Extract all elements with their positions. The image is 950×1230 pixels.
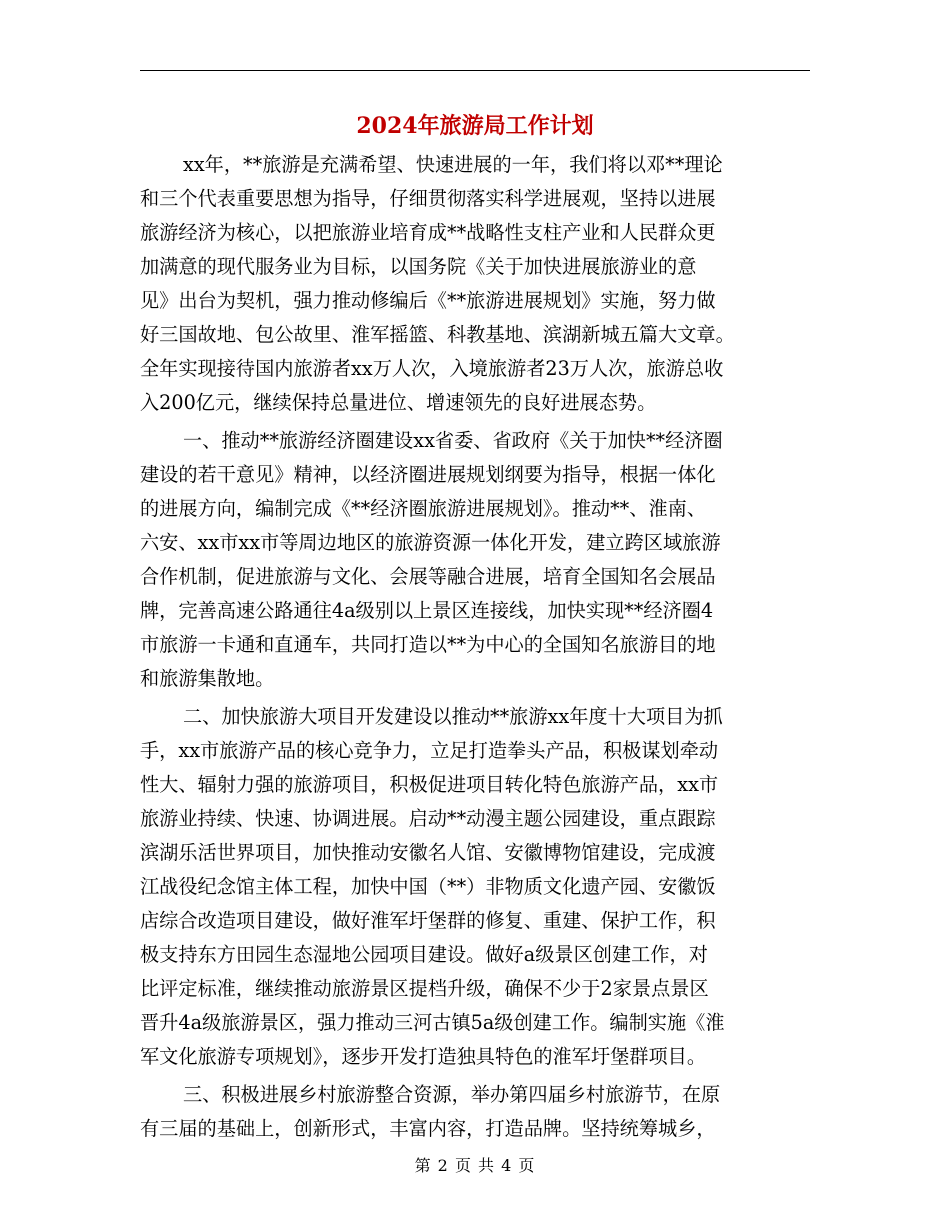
text-line: 一、推动**旅游经济圈建设xx省委、省政府《关于加快**经济圈 [183, 429, 723, 452]
text-line: 的进展方向，编制完成《**经济圈旅游进展规划》。推动**、淮南、 [140, 497, 707, 520]
paragraph-section-3 [140, 1078, 810, 1146]
text-line: 旅游业持续、快速、协调进展。启动**动漫主题公园建设，重点跟踪 [140, 807, 716, 830]
text-line: 性大、辐射力强的旅游项目，积极促进项目转化特色旅游产品，xx市 [140, 773, 719, 796]
paragraph-section-1 [140, 424, 810, 696]
text-line: 建设的若干意见》精神，以经济圈进展规划纲要为指导，根据一体化 [140, 463, 716, 486]
text-line: 入200亿元，继续保持总量进位、增速领先的良好进展态势。 [140, 391, 657, 414]
text-line: 和旅游集散地。 [140, 667, 275, 690]
text-line: 见》出台为契机，强力推动修编后《**旅游进展规划》实施，努力做 [140, 289, 716, 312]
text-line: 和三个代表重要思想为指导，仔细贯彻落实科学进展观，坚持以进展 [140, 187, 716, 210]
text-line: 店综合改造项目建设，做好淮军圩堡群的修复、重建、保护工作，积 [140, 909, 716, 932]
text-line: 滨湖乐活世界项目，加快推动安徽名人馆、安徽博物馆建设，完成渡 [140, 841, 716, 864]
paragraph-section-2 [140, 700, 810, 1074]
document-title: 2024年旅游局工作计划 [356, 113, 594, 139]
text-line: 牌，完善高速公路通往4a级别以上景区连接线，加快实现**经济圈4 [140, 599, 714, 622]
text-line: 比评定标准，继续推动旅游景区提档升级，确保不少于2家景点景区 [140, 977, 709, 1000]
text-line: 二、加快旅游大项目开发建设以推动**旅游xx年度十大项目为抓 [183, 705, 723, 728]
text-line: 晋升4a级旅游景区，强力推动三河古镇5a级创建工作。编制实施《淮 [140, 1011, 725, 1034]
page-number-footer: 第 2 页 共 4 页 [414, 1156, 536, 1175]
text-line: 加满意的现代服务业为目标，以国务院《关于加快进展旅游业的意 [140, 255, 697, 278]
text-line: 全年实现接待国内旅游者xx万人次，入境旅游者23万人次，旅游总收 [140, 357, 724, 380]
text-line: 好三国故地、包公故里、淮军摇篮、科教基地、滨湖新城五篇大文章。 [140, 323, 735, 346]
text-line: 军文化旅游专项规划》，逐步开发打造独具特色的淮军圩堡群项目。 [140, 1045, 707, 1068]
paragraph-intro [140, 148, 810, 420]
header-rule [140, 70, 810, 71]
text-line: 三、积极进展乡村旅游整合资源，举办第四届乡村旅游节，在原 [183, 1083, 721, 1106]
text-line: xx年，**旅游是充满希望、快速进展的一年，我们将以邓**理论 [183, 153, 723, 176]
text-line: 市旅游一卡通和直通车，共同打造以**为中心的全国知名旅游目的地 [140, 633, 716, 656]
text-line: 旅游经济为核心，以把旅游业培育成**战略性支柱产业和人民群众更 [140, 221, 716, 244]
document-body [140, 148, 810, 1146]
text-line: 手，xx市旅游产品的核心竞争力，立足打造拳头产品，积极谋划牵动 [140, 739, 719, 762]
text-line: 有三届的基础上，创新形式，丰富内容，打造品牌。坚持统筹城乡， [140, 1117, 716, 1140]
text-line: 江战役纪念馆主体工程，加快中国（**）非物质文化遗产园、安徽饭 [140, 875, 716, 898]
text-line: 极支持东方田园生态湿地公园项目建设。做好a级景区创建工作，对 [140, 943, 708, 966]
text-line: 合作机制，促进旅游与文化、会展等融合进展，培育全国知名会展品 [140, 565, 716, 588]
text-line: 六安、xx市xx市等周边地区的旅游资源一体化开发，建立跨区域旅游 [140, 531, 721, 554]
